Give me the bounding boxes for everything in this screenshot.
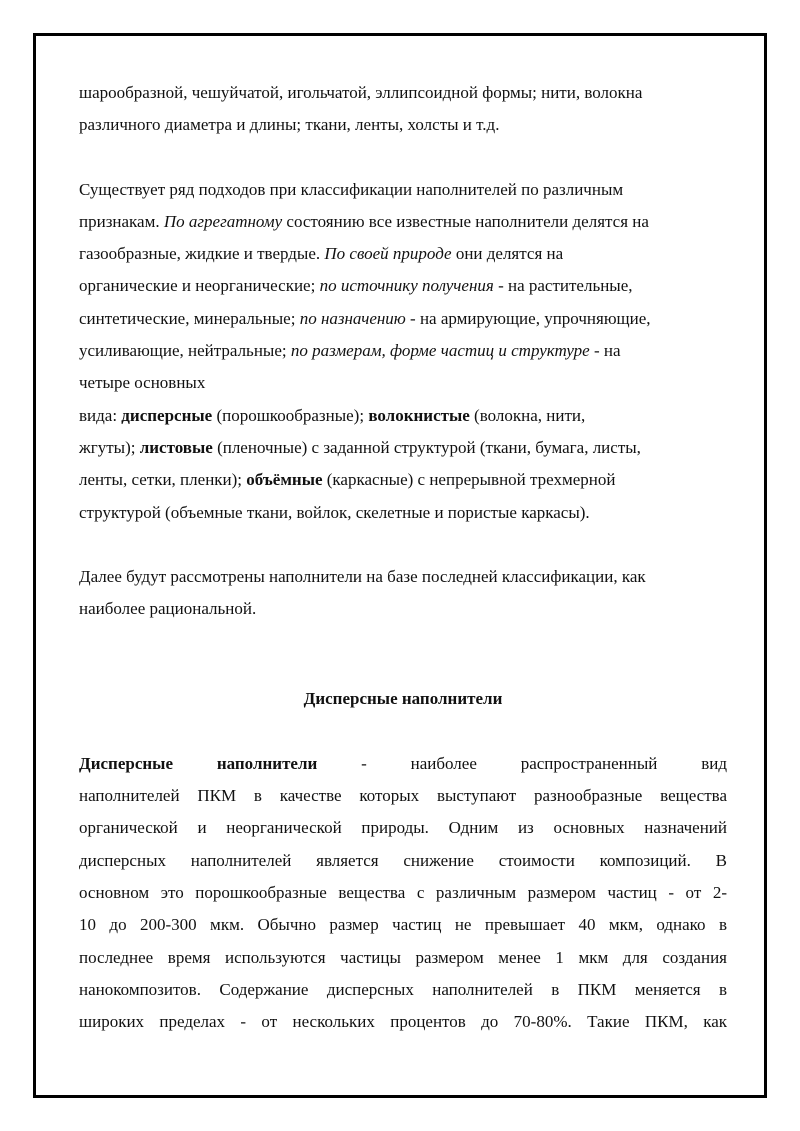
- text-run: жгуты);: [79, 437, 140, 457]
- italic-term: по источнику получения: [319, 276, 494, 296]
- text-line: Далее будут рассмотрены наполнители на базе последней классификации, как: [79, 566, 646, 586]
- text-run: - наиболее распространенный вид: [317, 753, 727, 773]
- page-frame: [33, 33, 767, 1098]
- italic-term: по назначению: [299, 308, 406, 328]
- text-run: (пленочные) с заданной структурой (ткани, бумага, листы,: [212, 437, 641, 457]
- text-line: [79, 748, 727, 780]
- text-line: четыре основных: [79, 373, 206, 393]
- bold-term: листовые: [139, 437, 213, 457]
- text-line: органической и неорганической природы. Одним из основных назначений: [79, 818, 727, 838]
- text-run: усиливающие, нейтральные;: [79, 341, 291, 361]
- text-run: синтетические, минеральные;: [79, 308, 300, 328]
- text-run: ленты, сетки, пленки);: [79, 470, 247, 490]
- italic-term: по размерам, форме частиц и структуре: [290, 341, 590, 361]
- text-line: дисперсных наполнителей является снижение стоимости композиций. В: [79, 850, 727, 870]
- text-line: последнее время используются частицы размером менее 1 мкм для создания: [79, 947, 727, 967]
- text-run: - на: [589, 341, 621, 361]
- italic-term: По агрегатному: [163, 211, 283, 231]
- text-run: признакам.: [79, 211, 164, 231]
- text-line: структурой (объемные ткани, войлок, скелетные и пористые каркасы).: [79, 502, 590, 522]
- text-line: Существует ряд подходов при классификации наполнителей по различным: [79, 179, 624, 199]
- bold-term: волокнистые: [368, 405, 470, 425]
- text-line: основном это порошкообразные вещества с различным размером частиц - от 2-: [79, 882, 727, 902]
- paragraph-1: [79, 77, 727, 142]
- paragraph-classification: [79, 174, 727, 529]
- text-line: 10 до 200-300 мкм. Обычно размер частиц не превышает 40 мкм, однако в: [79, 915, 727, 935]
- text-run: - на армирующие, упрочняющие,: [405, 308, 651, 328]
- text-run: состоянию все известные наполнители делятся на: [282, 211, 649, 231]
- bold-term: дисперсные: [121, 405, 213, 425]
- text-run: органические и неорганические;: [79, 276, 320, 296]
- document-body: [79, 77, 727, 1038]
- bold-term: объёмные: [246, 470, 323, 490]
- text-line: различного диаметра и длины; ткани, ленты, холсты и т.д.: [79, 115, 500, 135]
- text-run: вида:: [79, 405, 122, 425]
- paragraph-dispersed-fillers: [79, 748, 727, 1039]
- text-run: они делятся на: [451, 244, 564, 264]
- text-run: (каркасные) с непрерывной трехмерной: [322, 470, 616, 490]
- text-run: газообразные, жидкие и твердые.: [79, 244, 325, 264]
- section-heading: Дисперсные наполнители: [303, 689, 503, 709]
- text-run: (волокна, нити,: [469, 405, 586, 425]
- bold-term: Дисперсные наполнители: [79, 753, 318, 773]
- italic-term: По своей природе: [324, 244, 452, 264]
- text-line: нанокомпозитов. Содержание дисперсных наполнителей в ПКМ меняется в: [79, 979, 727, 999]
- text-line: широких пределах - от нескольких процентов до 70-80%. Такие ПКМ, как: [79, 1012, 727, 1032]
- paragraph-transition: [79, 561, 727, 626]
- text-line: наполнителей ПКМ в качестве которых выступают разнообразные вещества: [79, 786, 727, 806]
- text-run: - на растительные,: [493, 276, 633, 296]
- text-line: наиболее рациональной.: [79, 599, 257, 619]
- text-line: шарообразной, чешуйчатой, игольчатой, эллипсоидной формы; нити, волокна: [79, 83, 643, 102]
- text-run: (порошкообразные);: [212, 405, 369, 425]
